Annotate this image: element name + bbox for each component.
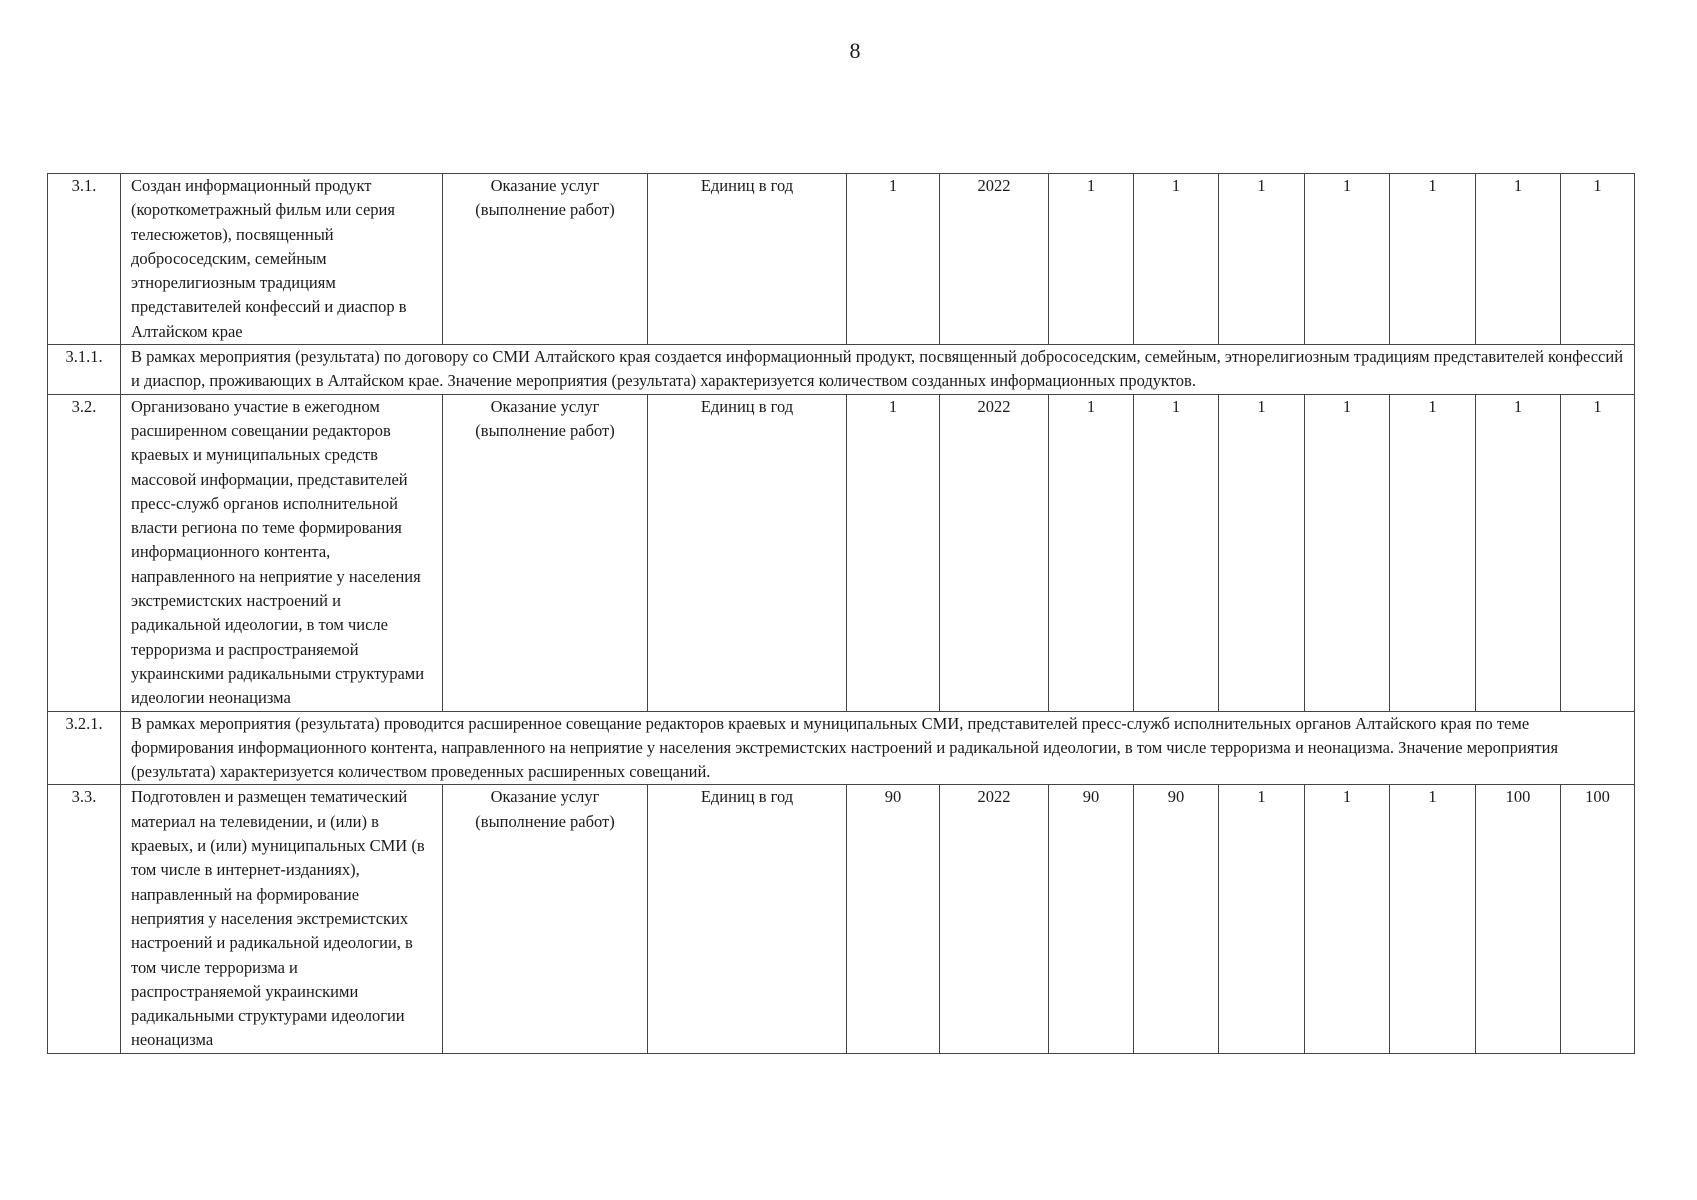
measures-table xyxy=(47,173,1635,1054)
value-4: 1 xyxy=(1305,174,1390,345)
value-3: 1 xyxy=(1219,174,1305,345)
base-value: 1 xyxy=(847,174,940,345)
measure-kind: Оказание услуг (выполнение работ) xyxy=(443,394,648,711)
table-row xyxy=(48,345,1635,395)
measure-description: В рамках мероприятия (результата) по договору со СМИ Алтайского края создается информационный продукт, посвященный добрососедским, семейным, этнорелигиозным традициям представителей конфессий и диаспор, проживающих в Алтайском крае. Значение мероприятия (результата) характеризуется количеством созданных информационных продуктов. xyxy=(121,345,1635,395)
value-3: 1 xyxy=(1219,785,1305,1053)
row-number: 3.2. xyxy=(48,394,121,711)
table-row xyxy=(48,394,1635,711)
page-number: 8 xyxy=(849,38,861,63)
value-5: 1 xyxy=(1390,785,1476,1053)
row-number: 3.3. xyxy=(48,785,121,1053)
value-4: 1 xyxy=(1305,394,1390,711)
value-6: 1 xyxy=(1476,394,1561,711)
value-2: 1 xyxy=(1134,394,1219,711)
measure-description: В рамках мероприятия (результата) проводится расширенное совещание редакторов краевых и муниципальных СМИ, представителей пресс-служб исполнительных органов Алтайского края по теме формирования информационного контента, направленного на неприятие у населения экстремистских настроений и радикальной идеологии, в том числе терроризма и неонацизма. Значение мероприятия (результата) характеризуется количеством проведенных расширенных совещаний. xyxy=(121,711,1635,785)
value-2: 1 xyxy=(1134,174,1219,345)
base-value: 1 xyxy=(847,394,940,711)
value-6: 1 xyxy=(1476,174,1561,345)
table-row xyxy=(48,174,1635,345)
measure-unit: Единиц в год xyxy=(648,174,847,345)
measure-kind: Оказание услуг (выполнение работ) xyxy=(443,785,648,1053)
value-1: 1 xyxy=(1049,394,1134,711)
table-row xyxy=(48,711,1635,785)
base-year: 2022 xyxy=(940,394,1049,711)
base-year: 2022 xyxy=(940,785,1049,1053)
measure-name: Подготовлен и размещен тематический материал на телевидении, и (или) в краевых, и (или) муниципальных СМИ (в том числе в интернет-изданиях), направленный на формирование неприятия у населения экстремистских настроений и радикальной идеологии, в том числе терроризма и распространяемой украинскими радикальными структурами идеологии неонацизма xyxy=(121,785,443,1053)
table-row xyxy=(48,785,1635,1053)
value-7: 1 xyxy=(1561,174,1635,345)
value-1: 90 xyxy=(1049,785,1134,1053)
row-number: 3.2.1. xyxy=(48,711,121,785)
measure-unit: Единиц в год xyxy=(648,394,847,711)
value-1: 1 xyxy=(1049,174,1134,345)
measure-unit: Единиц в год xyxy=(648,785,847,1053)
base-year: 2022 xyxy=(940,174,1049,345)
value-7: 100 xyxy=(1561,785,1635,1053)
row-number: 3.1.1. xyxy=(48,345,121,395)
measure-name: Организовано участие в ежегодном расширенном совещании редакторов краевых и муниципальных средств массовой информации, представителей пресс-служб органов исполнительной власти региона по теме формирования информационного контента, направленного на неприятие у населения экстремистских настроений и радикальной идеологии, в том числе терроризма и распространяемой украинскими радикальными структурами идеологии неонацизма xyxy=(121,394,443,711)
value-4: 1 xyxy=(1305,785,1390,1053)
value-5: 1 xyxy=(1390,394,1476,711)
value-6: 100 xyxy=(1476,785,1561,1053)
base-value: 90 xyxy=(847,785,940,1053)
measure-kind: Оказание услуг (выполнение работ) xyxy=(443,174,648,345)
row-number: 3.1. xyxy=(48,174,121,345)
value-5: 1 xyxy=(1390,174,1476,345)
measure-name: Создан информационный продукт (короткометражный фильм или серия телесюжетов), посвященный добрососедским, семейным этнорелигиозным традициям представителей конфессий и диаспор в Алтайском крае xyxy=(121,174,443,345)
value-7: 1 xyxy=(1561,394,1635,711)
value-2: 90 xyxy=(1134,785,1219,1053)
value-3: 1 xyxy=(1219,394,1305,711)
